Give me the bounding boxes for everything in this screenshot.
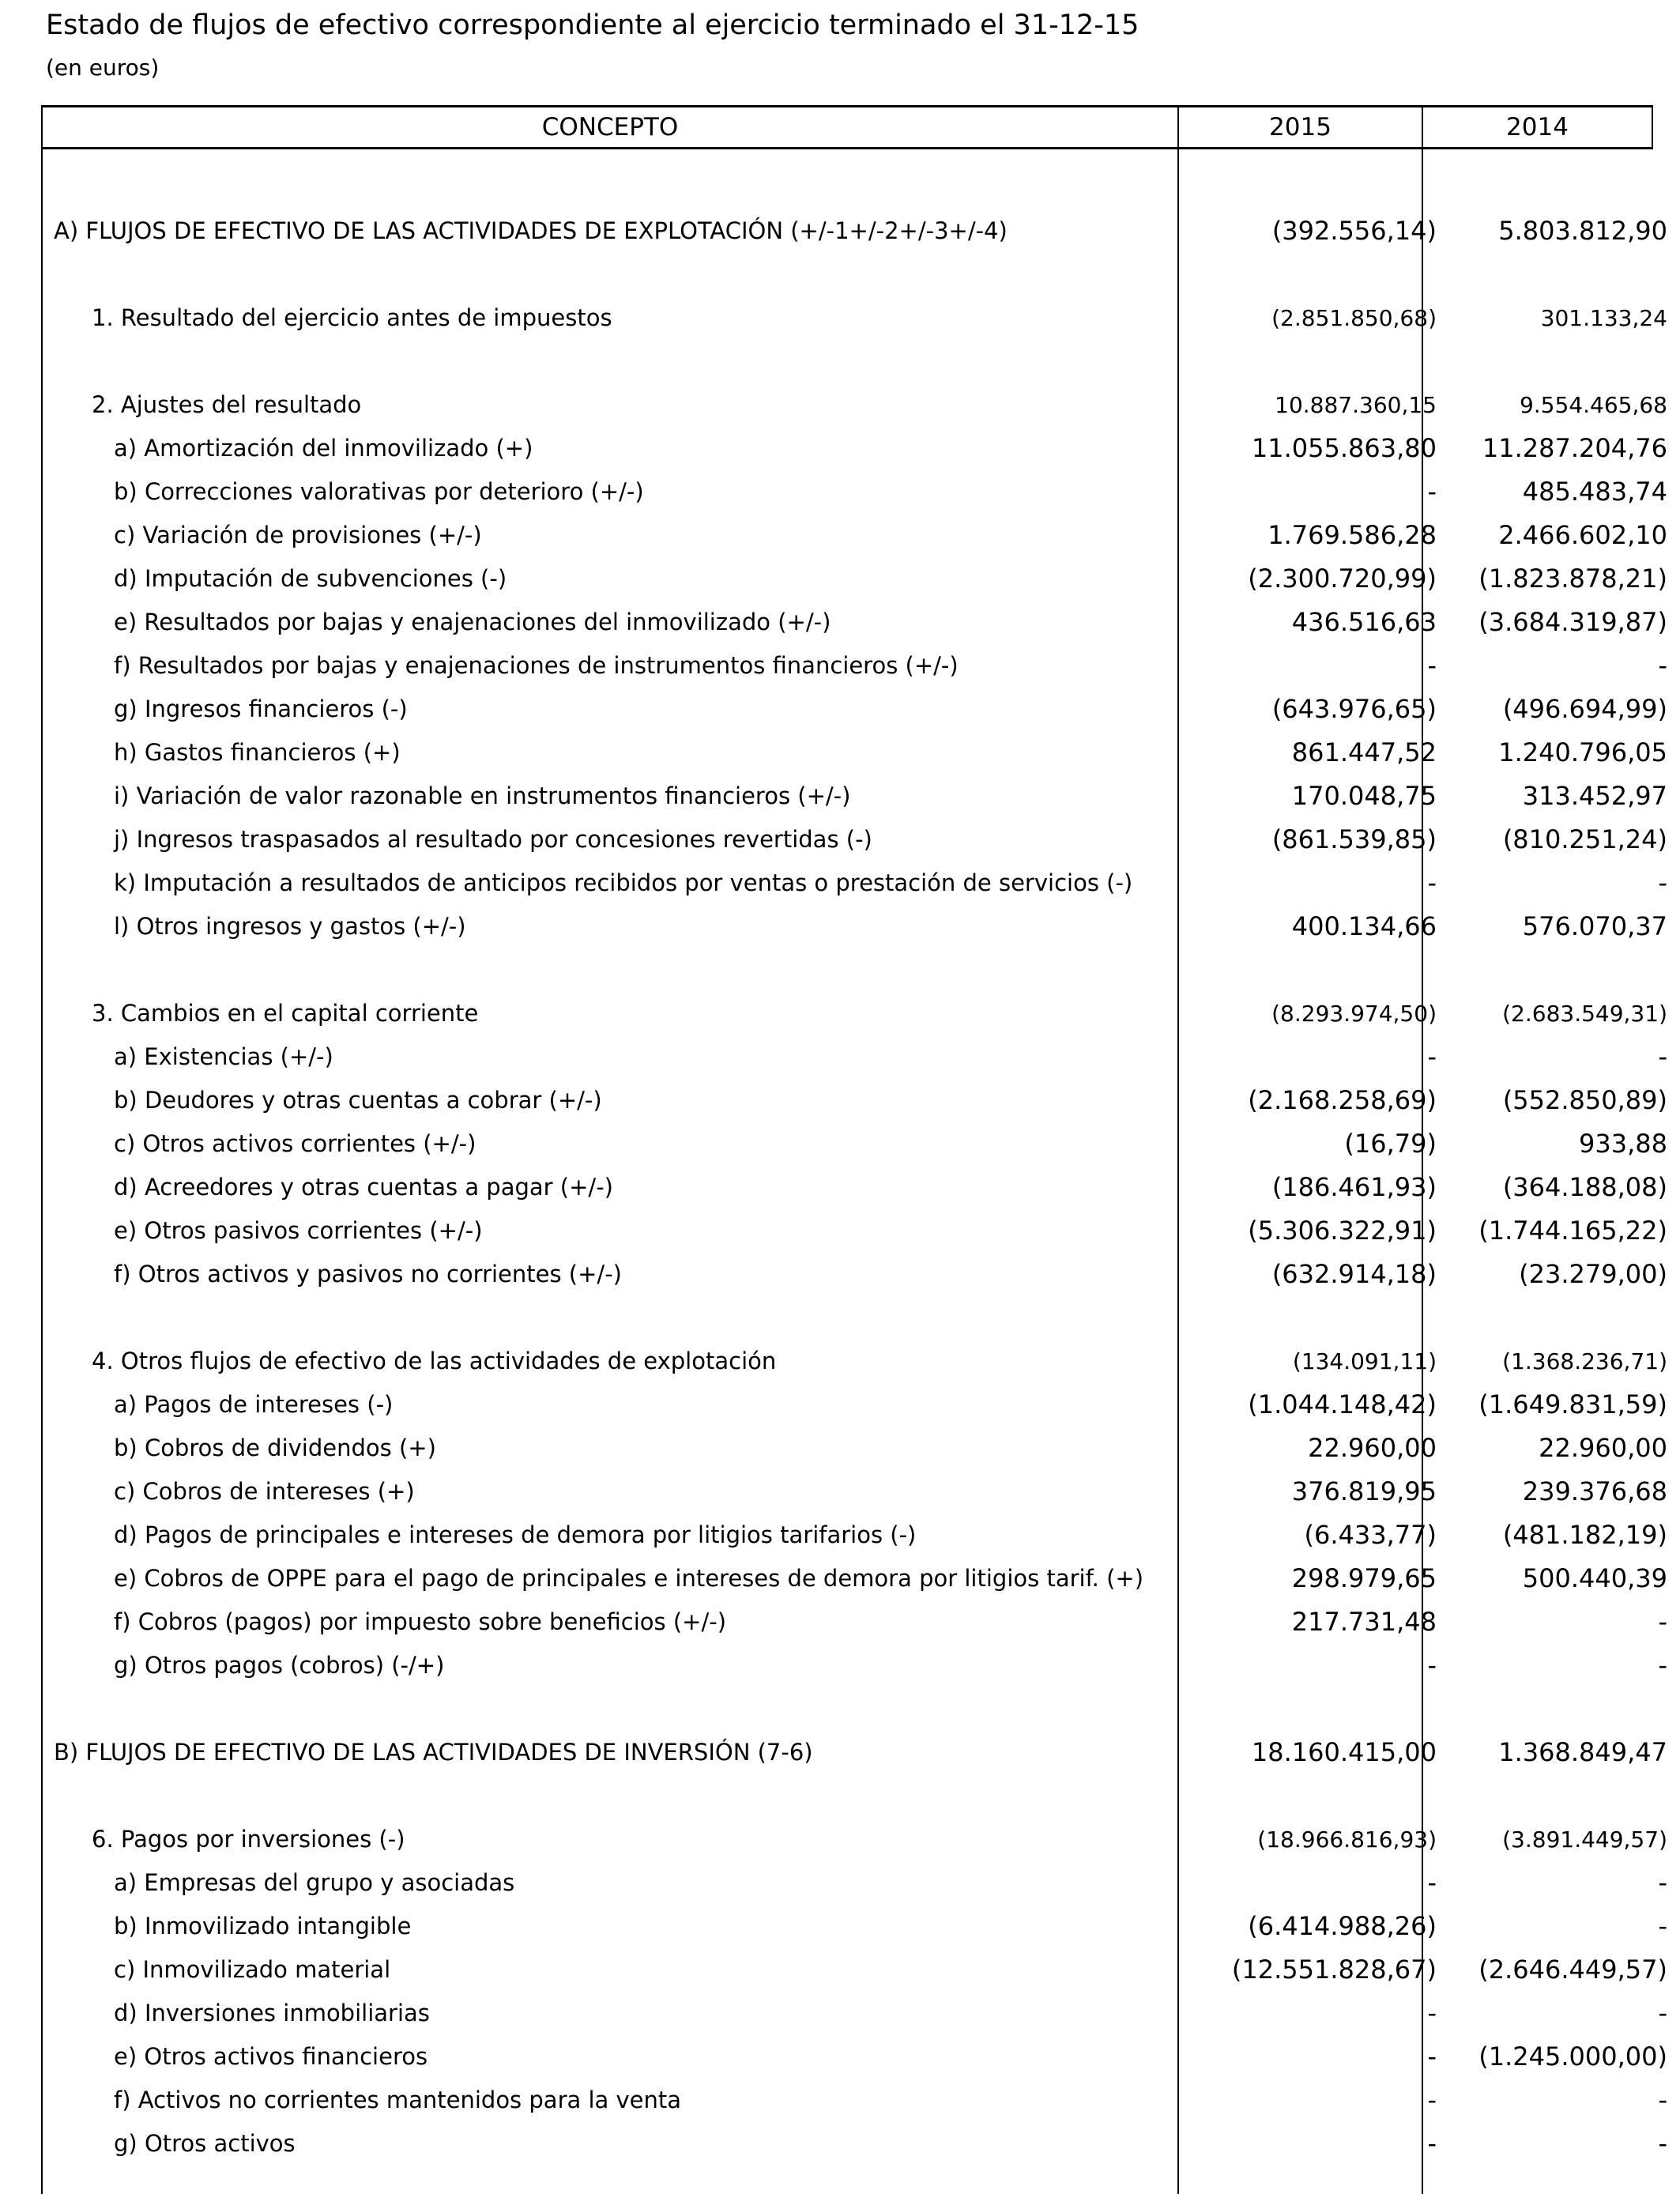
row-concept: d) Inversiones inmobiliarias	[114, 2000, 430, 2026]
value-2014: 2.466.602,10	[1498, 520, 1667, 550]
table-row	[41, 775, 1667, 818]
value-2015: 170.048,75	[1291, 781, 1437, 811]
value-2015: (18.966.816,93)	[1257, 1826, 1437, 1853]
table-row	[41, 1514, 1667, 1557]
row-concept: 3. Cambios en el capital corriente	[92, 1000, 479, 1027]
header-2015: 2015	[1269, 113, 1332, 141]
table-row	[41, 1079, 1667, 1122]
row-concept: c) Inmovilizado material	[114, 1956, 391, 1983]
table-row	[41, 1644, 1667, 1687]
value-2015: (6.414.988,26)	[1248, 1911, 1437, 1941]
value-2014: 301.133,24	[1540, 305, 1667, 331]
value-2014: (1.245.000,00)	[1478, 2041, 1667, 2071]
value-2015: (2.851.850,68)	[1271, 305, 1437, 331]
row-concept: b) Inmovilizado intangible	[114, 1913, 412, 1940]
header-concepto: CONCEPTO	[541, 113, 679, 141]
table-row	[41, 2079, 1667, 2122]
value-2015: -	[1427, 1042, 1437, 1072]
row-concept: h) Gastos financieros (+)	[114, 739, 401, 766]
value-2015: 298.979,65	[1291, 1563, 1437, 1593]
value-2015: -	[1427, 477, 1437, 507]
value-2014: 313.452,97	[1522, 781, 1667, 811]
value-2015: -	[1427, 2128, 1437, 2158]
value-2014: 11.287.204,76	[1482, 433, 1667, 463]
value-2014: (1.823.878,21)	[1478, 564, 1667, 594]
row-concept: f) Resultados por bajas y enajenaciones de instrumentos financieros (+/-)	[114, 652, 959, 679]
table-row	[41, 861, 1667, 905]
value-2015: (6.433,77)	[1304, 1520, 1437, 1550]
value-2015: -	[1427, 1998, 1437, 2028]
value-2015: -	[1427, 1868, 1437, 1898]
cash-flow-table	[41, 105, 1667, 2194]
value-2014: -	[1658, 1042, 1667, 1072]
value-2014: 5.803.812,90	[1498, 216, 1667, 246]
value-2014: (1.744.165,22)	[1478, 1216, 1667, 1246]
value-2014: (23.279,00)	[1519, 1259, 1667, 1289]
table-row	[41, 296, 1667, 340]
row-concept: a) Amortización del inmovilizado (+)	[114, 435, 533, 462]
value-2015: -	[1427, 2041, 1437, 2071]
table-row	[41, 2122, 1667, 2166]
table-row	[41, 644, 1667, 688]
row-concept: d) Pagos de principales e intereses de demora por litigios tarifarios (-)	[114, 1521, 917, 1548]
table-row	[41, 2035, 1667, 2079]
value-2015: (2.168.258,69)	[1248, 1085, 1437, 1115]
table-row	[41, 1427, 1667, 1470]
value-2015: (392.556,14)	[1271, 216, 1437, 246]
value-2014: (810.251,24)	[1502, 824, 1667, 854]
value-2014: 9.554.465,68	[1519, 392, 1667, 418]
row-concept: k) Imputación a resultados de anticipos recibidos por ventas o prestación de servicios (-)	[114, 869, 1133, 896]
table-row	[41, 427, 1667, 470]
table-row	[41, 209, 1667, 253]
value-2014: -	[1658, 868, 1667, 898]
value-2014: 22.960,00	[1539, 1433, 1667, 1463]
table-right-border	[1652, 105, 1653, 149]
table-row	[41, 383, 1667, 427]
value-2014: 933,88	[1579, 1129, 1667, 1159]
row-concept: f) Otros activos y pasivos no corrientes (+/-)	[114, 1261, 622, 1287]
value-2015: 217.731,48	[1291, 1607, 1437, 1637]
row-concept: b) Cobros de dividendos (+)	[114, 1434, 436, 1461]
value-2015: -	[1427, 1650, 1437, 1680]
page-title: Estado de flujos de efectivo correspondiente al ejercicio terminado el 31-12-15	[46, 9, 1139, 41]
value-2014: (552.850,89)	[1502, 1085, 1667, 1115]
page-subtitle: (en euros)	[46, 55, 160, 81]
table-row	[41, 1383, 1667, 1427]
row-concept: d) Acreedores y otras cuentas a pagar (+/-)	[114, 1174, 613, 1201]
value-2014: 485.483,74	[1522, 477, 1667, 507]
value-2014: -	[1658, 1911, 1667, 1941]
value-2015: 400.134,66	[1291, 911, 1437, 941]
row-concept: B) FLUJOS DE EFECTIVO DE LAS ACTIVIDADES DE INVERSIÓN (7-6)	[54, 1739, 813, 1766]
value-2014: -	[1658, 1868, 1667, 1898]
table-row	[41, 557, 1667, 601]
table-row	[41, 731, 1667, 775]
row-concept: 2. Ajustes del resultado	[92, 391, 362, 418]
value-2015: (8.293.974,50)	[1271, 1001, 1437, 1027]
row-concept: e) Cobros de OPPE para el pago de principales e intereses de demora por litigios tarif. (+)	[114, 1565, 1144, 1592]
value-2014: 1.368.849,47	[1498, 1737, 1667, 1767]
value-2014: (1.649.831,59)	[1478, 1389, 1667, 1419]
value-2014: (1.368.236,71)	[1502, 1348, 1667, 1374]
table-row	[41, 1253, 1667, 1296]
row-concept: e) Otros activos financieros	[114, 2043, 428, 2070]
table-row	[41, 1905, 1667, 1948]
row-concept: b) Correcciones valorativas por deterioro (+/-)	[114, 478, 644, 505]
table-row	[41, 1557, 1667, 1600]
value-2014: (2.683.549,31)	[1502, 1001, 1667, 1027]
table-row	[41, 1731, 1667, 1774]
value-2014: -	[1658, 1998, 1667, 2028]
row-concept: l) Otros ingresos y gastos (+/-)	[114, 913, 466, 940]
row-concept: a) Existencias (+/-)	[114, 1043, 333, 1070]
value-2014: (364.188,08)	[1502, 1172, 1667, 1202]
value-2014: (3.891.449,57)	[1502, 1826, 1667, 1853]
value-2015: (16,79)	[1344, 1129, 1437, 1159]
row-concept: i) Variación de valor razonable en instrumentos financieros (+/-)	[114, 782, 851, 809]
table-row	[41, 905, 1667, 948]
value-2015: 18.160.415,00	[1251, 1737, 1437, 1767]
table-row	[41, 1818, 1667, 1861]
table-row	[41, 1861, 1667, 1905]
value-2014: 239.376,68	[1522, 1476, 1667, 1506]
table-row	[41, 1122, 1667, 1166]
row-concept: c) Otros activos corrientes (+/-)	[114, 1130, 477, 1157]
table-row	[41, 1166, 1667, 1209]
row-concept: g) Otros pagos (cobros) (-/+)	[114, 1652, 445, 1679]
row-concept: j) Ingresos traspasados al resultado por concesiones revertidas (-)	[114, 826, 872, 853]
value-2014: 576.070,37	[1522, 911, 1667, 941]
value-2015: (186.461,93)	[1271, 1172, 1437, 1202]
value-2015: -	[1427, 650, 1437, 680]
value-2014: (481.182,19)	[1502, 1520, 1667, 1550]
value-2015: 22.960,00	[1308, 1433, 1437, 1463]
row-concept: a) Pagos de intereses (-)	[114, 1391, 394, 1418]
value-2015: (12.551.828,67)	[1231, 1955, 1437, 1985]
value-2015: 436.516,63	[1291, 607, 1437, 637]
value-2014: 500.440,39	[1522, 1563, 1667, 1593]
row-concept: g) Ingresos financieros (-)	[114, 696, 408, 722]
table-row	[41, 1470, 1667, 1514]
value-2015: 1.769.586,28	[1268, 520, 1437, 550]
table-row	[41, 514, 1667, 557]
value-2014: -	[1658, 2128, 1667, 2158]
value-2015: (5.306.322,91)	[1248, 1216, 1437, 1246]
table-row	[41, 818, 1667, 861]
value-2015: 861.447,52	[1291, 737, 1437, 767]
row-concept: 6. Pagos por inversiones (-)	[92, 1826, 405, 1853]
row-concept: f) Activos no corrientes mantenidos para la venta	[114, 2087, 682, 2113]
row-concept: c) Cobros de intereses (+)	[114, 1478, 415, 1505]
table-row	[41, 601, 1667, 644]
value-2015: 10.887.360,15	[1275, 392, 1437, 418]
value-2015: -	[1427, 868, 1437, 898]
table-row	[41, 1035, 1667, 1079]
value-2015: (1.044.148,42)	[1248, 1389, 1437, 1419]
table-row	[41, 688, 1667, 731]
value-2015: -	[1427, 2085, 1437, 2115]
row-concept: b) Deudores y otras cuentas a cobrar (+/-)	[114, 1087, 602, 1114]
value-2015: 376.819,95	[1291, 1476, 1437, 1506]
table-row	[41, 470, 1667, 514]
value-2014: -	[1658, 1607, 1667, 1637]
table-row	[41, 1340, 1667, 1383]
row-concept: 1. Resultado del ejercicio antes de impuestos	[92, 304, 612, 331]
value-2014: (496.694,99)	[1502, 694, 1667, 724]
table-row	[41, 1992, 1667, 2035]
value-2015: (632.914,18)	[1271, 1259, 1437, 1289]
value-2015: (134.091,11)	[1292, 1348, 1437, 1374]
table-row	[41, 992, 1667, 1035]
value-2015: 11.055.863,80	[1251, 433, 1437, 463]
value-2014: -	[1658, 2085, 1667, 2115]
row-concept: e) Resultados por bajas y enajenaciones del inmovilizado (+/-)	[114, 609, 831, 635]
value-2014: -	[1658, 650, 1667, 680]
row-concept: e) Otros pasivos corrientes (+/-)	[114, 1217, 483, 1244]
table-row	[41, 1209, 1667, 1253]
row-concept: a) Empresas del grupo y asociadas	[114, 1869, 515, 1896]
row-concept: d) Imputación de subvenciones (-)	[114, 565, 507, 592]
row-concept: c) Variación de provisiones (+/-)	[114, 522, 482, 548]
value-2015: (2.300.720,99)	[1248, 564, 1437, 594]
row-concept: f) Cobros (pagos) por impuesto sobre beneficios (+/-)	[114, 1608, 727, 1635]
row-concept: 4. Otros flujos de efectivo de las actividades de explotación	[92, 1348, 777, 1374]
value-2015: (643.976,65)	[1271, 694, 1437, 724]
value-2014: (3.684.319,87)	[1478, 607, 1667, 637]
value-2015: (861.539,85)	[1271, 824, 1437, 854]
table-row	[41, 1948, 1667, 1992]
value-2014: (2.646.449,57)	[1478, 1955, 1667, 1985]
row-concept: A) FLUJOS DE EFECTIVO DE LAS ACTIVIDADES DE EXPLOTACIÓN (+/-1+/-2+/-3+/-4)	[54, 217, 1008, 244]
value-2014: -	[1658, 1650, 1667, 1680]
header-2014: 2014	[1506, 113, 1569, 141]
value-2014: 1.240.796,05	[1498, 737, 1667, 767]
row-concept: g) Otros activos	[114, 2130, 296, 2157]
table-row	[41, 1600, 1667, 1644]
